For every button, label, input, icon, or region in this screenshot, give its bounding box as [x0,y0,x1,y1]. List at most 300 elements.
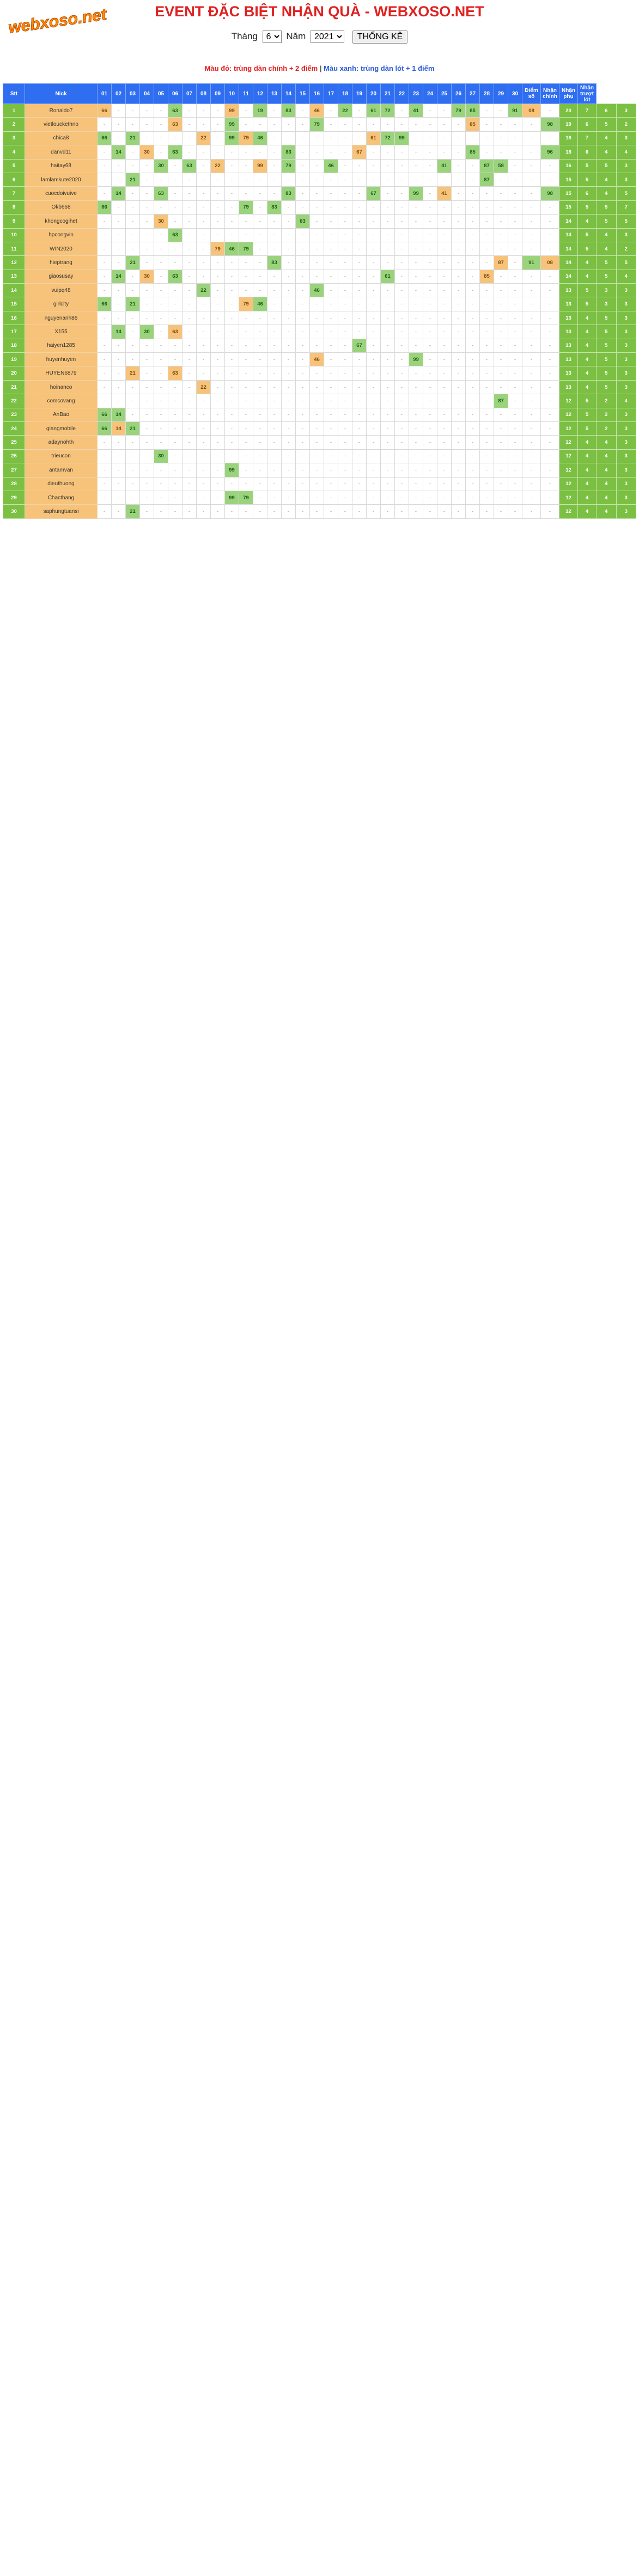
main-count-cell: 4 [578,325,597,339]
main-count-cell: 5 [578,200,597,214]
day-cell: - [522,270,541,283]
day-cell: - [211,353,225,366]
day-cell: - [267,242,282,255]
row-index: 19 [3,353,25,366]
player-nick[interactable]: hoinanco [25,380,98,394]
day-cell: - [324,408,338,421]
day-cell: - [466,187,480,200]
player-nick[interactable]: giangmobile [25,421,98,435]
day-cell: - [541,270,559,283]
day-cell: - [197,297,211,311]
day-cell: - [338,491,352,504]
day-cell: - [423,505,437,518]
month-select[interactable] [263,30,282,43]
day-cell: - [239,366,253,380]
day-cell: - [267,284,282,297]
day-cell: - [239,449,253,463]
day-cell: - [508,297,522,311]
year-label: Năm [286,31,306,41]
main-count-cell: 6 [578,145,597,159]
player-nick[interactable]: haitay68 [25,159,98,173]
day-cell: - [126,491,140,504]
day-cell: - [182,325,197,339]
row-index: 14 [3,284,25,297]
day-cell: - [168,505,182,518]
day-cell: - [154,505,168,518]
day-cell: - [197,200,211,214]
day-cell: - [452,270,466,283]
day-cell: - [324,284,338,297]
day-cell: - [452,145,466,159]
day-cell: - [338,173,352,186]
day-cell: - [522,339,541,352]
day-cell: - [197,394,211,408]
main-count-cell: 4 [578,491,597,504]
day-cell: 83 [282,104,296,118]
day-cell: - [409,311,423,325]
player-nick[interactable]: adaynohth [25,436,98,449]
day-cell: - [466,173,480,186]
day-cell: - [409,131,423,145]
row-index: 20 [3,366,25,380]
day-cell: - [211,421,225,435]
day-cell: - [310,491,324,504]
day-cell: - [267,270,282,283]
table-row [3,477,636,491]
column-header: 22 [395,84,409,104]
day-cell: - [352,118,367,131]
day-cell: - [522,228,541,242]
day-cell: - [112,477,126,491]
day-cell: - [239,159,253,173]
day-cell: - [140,200,154,214]
day-cell: - [338,145,352,159]
day-cell: - [211,491,225,504]
day-cell: - [154,408,168,421]
day-cell: - [522,131,541,145]
day-cell: 67 [352,339,367,352]
day-cell: - [154,463,168,477]
day-cell: - [182,297,197,311]
row-index: 11 [3,242,25,255]
submit-button[interactable]: THỐNG KÊ [352,30,408,44]
day-cell: - [409,436,423,449]
day-cell: 72 [381,104,395,118]
day-cell: - [409,159,423,173]
day-cell: - [352,477,367,491]
day-cell: - [112,297,126,311]
score-cell: 12 [559,408,578,421]
player-nick[interactable]: comcovang [25,394,98,408]
day-cell: 14 [112,325,126,339]
day-cell: - [267,505,282,518]
day-cell: - [296,284,310,297]
day-cell: - [352,491,367,504]
row-index: 23 [3,408,25,421]
day-cell: - [437,353,452,366]
day-cell: - [352,159,367,173]
day-cell: - [494,311,508,325]
day-cell: - [480,394,494,408]
day-cell: - [409,242,423,255]
day-cell: 46 [310,284,324,297]
day-cell: - [409,256,423,270]
day-cell: - [267,436,282,449]
day-cell: - [522,145,541,159]
player-nick[interactable]: HUYEN6879 [25,366,98,380]
day-cell: - [437,297,452,311]
day-cell: 46 [225,242,239,255]
day-cell: - [494,173,508,186]
day-cell: - [154,256,168,270]
year-select[interactable] [311,30,344,43]
player-nick[interactable]: hieptrang [25,256,98,270]
day-cell: - [480,297,494,311]
day-cell: - [381,408,395,421]
day-cell: 21 [126,421,140,435]
table-row [3,256,636,270]
day-cell: - [508,463,522,477]
day-cell: - [225,436,239,449]
day-cell: - [197,325,211,339]
column-header: 30 [508,84,522,104]
day-cell: - [381,477,395,491]
day-cell: - [466,477,480,491]
day-cell: - [98,463,112,477]
main-count-cell: 5 [578,284,597,297]
page-title: EVENT ĐẶC BIỆT NHẬN QUÀ - WEBXOSO.NET [155,3,484,20]
day-cell: - [197,159,211,173]
day-cell: - [381,159,395,173]
day-cell: - [508,339,522,352]
day-cell: - [296,200,310,214]
day-cell: - [522,477,541,491]
player-nick[interactable]: vietlouckethno [25,118,98,131]
day-cell: - [282,366,296,380]
day-cell: - [225,187,239,200]
score-cell: 13 [559,366,578,380]
day-cell: - [437,131,452,145]
day-cell: - [452,394,466,408]
sub-count-cell: 5 [597,256,617,270]
day-cell: - [494,421,508,435]
day-cell: - [522,491,541,504]
day-cell: - [126,228,140,242]
day-cell: - [494,339,508,352]
player-nick[interactable]: X155 [25,325,98,339]
day-cell: - [352,104,367,118]
row-index: 3 [3,131,25,145]
day-cell: - [541,421,559,435]
day-cell: - [211,366,225,380]
main-count-cell: 4 [578,463,597,477]
day-cell: - [267,311,282,325]
day-cell: - [197,145,211,159]
day-cell: - [522,242,541,255]
day-cell: - [310,228,324,242]
day-cell: - [197,505,211,518]
column-header: Nick [25,84,98,104]
day-cell: - [197,463,211,477]
day-cell: - [211,131,225,145]
player-nick[interactable]: WIN2020 [25,242,98,255]
player-nick[interactable]: haiyen1285 [25,339,98,352]
day-cell: - [225,200,239,214]
day-cell: - [225,256,239,270]
day-cell: - [395,270,409,283]
player-nick[interactable]: huyenhuyen [25,353,98,366]
lot-count-cell: 3 [616,339,636,352]
day-cell: - [168,421,182,435]
day-cell: - [267,173,282,186]
day-cell: - [253,145,267,159]
column-header: 28 [480,84,494,104]
day-cell: - [452,242,466,255]
player-nick[interactable]: trieucon [25,449,98,463]
day-cell: - [282,380,296,394]
day-cell: - [126,284,140,297]
lot-count-cell: 3 [616,284,636,297]
day-cell: - [211,104,225,118]
player-nick[interactable]: dieuthuong [25,477,98,491]
day-cell: - [253,187,267,200]
day-cell: - [541,491,559,504]
player-nick[interactable]: hpcongvin [25,228,98,242]
score-cell: 13 [559,284,578,297]
player-nick[interactable]: khongcogihet [25,215,98,228]
day-cell: - [239,380,253,394]
player-nick[interactable]: cuocdoivuive [25,187,98,200]
day-cell: - [310,325,324,339]
day-cell: - [154,353,168,366]
day-cell: 22 [338,104,352,118]
day-cell: - [140,228,154,242]
main-count-cell: 4 [578,215,597,228]
player-nick[interactable]: AnBao [25,408,98,421]
day-cell: - [395,477,409,491]
row-index: 4 [3,145,25,159]
column-header: 27 [466,84,480,104]
day-cell: 08 [541,256,559,270]
sub-count-cell: 5 [597,200,617,214]
day-cell: - [423,284,437,297]
day-cell: - [253,311,267,325]
day-cell: - [508,200,522,214]
day-cell: - [168,215,182,228]
lot-count-cell: 3 [616,353,636,366]
day-cell: - [367,505,381,518]
day-cell: - [296,187,310,200]
day-cell: - [140,256,154,270]
ranking-table [3,83,636,519]
day-cell: - [480,505,494,518]
day-cell: - [168,131,182,145]
player-nick[interactable]: chica8 [25,131,98,145]
day-cell: - [395,256,409,270]
day-cell: 30 [154,449,168,463]
day-cell: - [409,118,423,131]
player-nick[interactable]: Chacthang [25,491,98,504]
legend-blue: Màu xanh: trùng dàn lót + 1 điểm [324,64,435,72]
day-cell: - [452,159,466,173]
main-count-cell: 7 [578,104,597,118]
day-cell: - [296,449,310,463]
day-cell: - [352,408,367,421]
day-cell: - [197,311,211,325]
main-count-cell: 6 [578,118,597,131]
day-cell: - [324,477,338,491]
day-cell: - [452,118,466,131]
day-cell: - [452,131,466,145]
day-cell: - [352,228,367,242]
day-cell: - [197,436,211,449]
day-cell: - [437,436,452,449]
day-cell: - [352,311,367,325]
player-nick[interactable]: antamvan [25,463,98,477]
player-nick[interactable]: Ronaldo7 [25,104,98,118]
row-index: 25 [3,436,25,449]
day-cell: - [197,449,211,463]
day-cell: - [282,325,296,339]
day-cell: - [367,353,381,366]
main-count-cell: 4 [578,339,597,352]
day-cell: - [381,436,395,449]
day-cell: - [466,297,480,311]
day-cell: - [211,215,225,228]
table-row [3,173,636,186]
day-cell: - [168,463,182,477]
day-cell: - [324,394,338,408]
day-cell: - [296,408,310,421]
day-cell: - [211,284,225,297]
day-cell: - [282,200,296,214]
day-cell: 79 [211,242,225,255]
day-cell: - [197,477,211,491]
column-header: 14 [282,84,296,104]
day-cell: - [211,187,225,200]
column-header: 03 [126,84,140,104]
day-cell: - [480,463,494,477]
day-cell: - [338,215,352,228]
main-count-cell: 4 [578,380,597,394]
day-cell: - [126,200,140,214]
day-cell: - [98,284,112,297]
day-cell: - [466,380,480,394]
player-nick[interactable]: Okb668 [25,200,98,214]
player-nick[interactable]: nguyenanh86 [25,311,98,325]
player-nick[interactable]: giaosusay [25,270,98,283]
player-nick[interactable]: danvd11 [25,145,98,159]
day-cell: - [154,311,168,325]
day-cell: - [367,339,381,352]
day-cell: - [267,421,282,435]
day-cell: - [197,187,211,200]
sub-count-cell: 5 [597,353,617,366]
day-cell: - [395,408,409,421]
day-cell: - [296,421,310,435]
day-cell: - [310,256,324,270]
day-cell: - [324,380,338,394]
day-cell: - [126,339,140,352]
lot-count-cell: 3 [616,491,636,504]
day-cell: - [126,408,140,421]
day-cell: - [338,270,352,283]
legend-note [0,64,639,72]
day-cell: - [480,284,494,297]
day-cell: - [541,353,559,366]
day-cell: 63 [168,270,182,283]
player-nick[interactable]: saphungtuansi [25,505,98,518]
day-cell: - [154,242,168,255]
sub-count-cell: 4 [597,436,617,449]
day-cell: - [381,200,395,214]
score-cell: 19 [559,118,578,131]
day-cell: - [480,200,494,214]
day-cell: - [395,284,409,297]
day-cell: - [437,118,452,131]
sub-count-cell: 4 [597,491,617,504]
day-cell: - [381,353,395,366]
day-cell: - [466,200,480,214]
day-cell: 63 [168,228,182,242]
day-cell: - [541,436,559,449]
day-cell: - [267,215,282,228]
player-nick[interactable]: vuipq48 [25,284,98,297]
score-cell: 15 [559,200,578,214]
day-cell: - [211,339,225,352]
day-cell: - [324,256,338,270]
day-cell: - [182,394,197,408]
day-cell: - [140,505,154,518]
player-nick[interactable]: lamlamkute2020 [25,173,98,186]
day-cell: - [480,325,494,339]
day-cell: 22 [197,380,211,394]
sub-count-cell: 3 [597,297,617,311]
column-header: 29 [494,84,508,104]
day-cell: - [352,505,367,518]
day-cell: - [480,311,494,325]
day-cell: - [168,436,182,449]
day-cell: - [225,380,239,394]
day-cell: 21 [126,505,140,518]
day-cell: - [225,159,239,173]
day-cell: - [352,173,367,186]
score-cell: 13 [559,297,578,311]
day-cell: - [253,270,267,283]
day-cell: - [296,477,310,491]
row-index: 24 [3,421,25,435]
day-cell: - [98,256,112,270]
day-cell: - [409,284,423,297]
sub-count-cell: 3 [597,284,617,297]
day-cell: - [140,380,154,394]
player-nick[interactable]: girlcity [25,297,98,311]
day-cell: - [367,491,381,504]
day-cell: - [211,256,225,270]
column-header: 01 [98,84,112,104]
day-cell: - [409,270,423,283]
score-cell: 18 [559,131,578,145]
day-cell: 08 [522,104,541,118]
table-row [3,118,636,131]
day-cell: - [423,256,437,270]
day-cell: - [367,421,381,435]
lot-count-cell: 3 [616,380,636,394]
day-cell: - [239,394,253,408]
day-cell: - [409,228,423,242]
row-index: 30 [3,505,25,518]
day-cell: 85 [466,145,480,159]
